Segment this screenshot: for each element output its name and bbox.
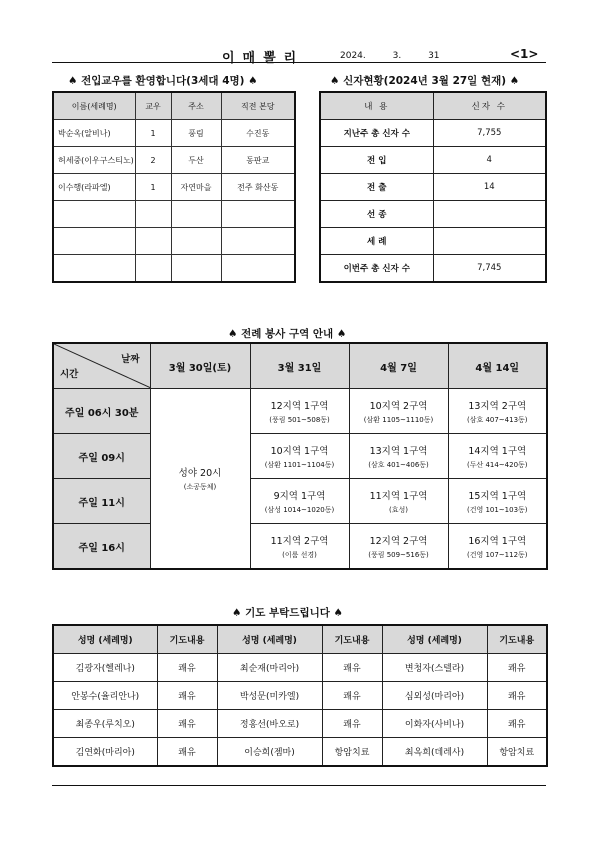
table-row (53, 738, 547, 767)
zone-cell (448, 479, 547, 524)
empty-cell (221, 201, 295, 228)
welcome-address: 풍림 (171, 120, 221, 147)
zone-main: 10지역 1구역 (270, 445, 329, 457)
zone-main: 12지역 2구역 (369, 535, 428, 547)
zone-sub: (삼환 1101~1104동) (264, 460, 335, 469)
stat-label: 전 입 (320, 147, 433, 174)
zone-main: 9지역 1구역 (273, 490, 326, 502)
table-row (53, 120, 295, 147)
zone-sub: (삼성 1014~1020동) (264, 505, 335, 514)
welcome-name: 박순옥(알비나) (53, 120, 135, 147)
zone-main: 12지역 1구역 (270, 400, 329, 412)
zone-cell (349, 434, 448, 479)
service-row (53, 434, 547, 479)
service-header-row (53, 343, 547, 389)
table-row (53, 228, 295, 255)
stat-value: 7,745 (433, 255, 546, 283)
stat-value: 7,755 (433, 120, 546, 147)
welcome-parish: 동판교 (221, 147, 295, 174)
column-header: 성명 (세례명) (217, 625, 322, 654)
zone-main: 13지역 1구역 (369, 445, 428, 457)
prayer-title: ♠ 기도 부탁드립니다 ♠ (232, 607, 343, 619)
zone-sub: (두산 414~420동) (466, 460, 528, 469)
empty-cell (221, 255, 295, 283)
stat-label: 이번주 총 신자 수 (320, 255, 433, 283)
time-label: 주일 06시 30분 (53, 389, 150, 434)
welcome-count: 1 (135, 120, 171, 147)
table-row (320, 201, 546, 228)
prayer-content: 쾌유 (322, 654, 382, 682)
stat-label: 선 종 (320, 201, 433, 228)
zone-cell (250, 524, 349, 570)
zone-sub: (풍림 501~508동) (269, 415, 330, 424)
empty-cell (53, 228, 135, 255)
column-header: 이름(세례명) (53, 92, 135, 120)
zone-cell (448, 434, 547, 479)
zone-cell (250, 389, 349, 434)
zone-main: 13지역 2구역 (468, 400, 527, 412)
table-row (320, 147, 546, 174)
column-header: 주소 (171, 92, 221, 120)
zone-cell (349, 479, 448, 524)
table-row (53, 654, 547, 682)
issue-date: 2024. 3. 31 (340, 51, 440, 61)
empty-cell (135, 201, 171, 228)
saturday-cell (150, 389, 250, 570)
prayer-name: 김연화(마리아) (53, 738, 157, 767)
table-row (320, 120, 546, 147)
newsletter-title: 이매뽈리 (222, 51, 305, 66)
date-header: 3월 30일(토) (150, 343, 250, 389)
table-row (53, 682, 547, 710)
empty-cell (53, 255, 135, 283)
corner-time-label: 시간 (60, 369, 79, 380)
empty-cell (171, 228, 221, 255)
footer-rule (52, 785, 546, 786)
empty-cell (171, 201, 221, 228)
prayer-content: 쾌유 (322, 710, 382, 738)
prayer-name: 안봉수(율리안나) (53, 682, 157, 710)
empty-cell (171, 255, 221, 283)
stat-value: 4 (433, 147, 546, 174)
table-row (53, 201, 295, 228)
stat-value (433, 228, 546, 255)
corner-cell (53, 343, 150, 389)
zone-main: 14지역 1구역 (468, 445, 527, 457)
prayer-content: 쾌유 (322, 682, 382, 710)
prayer-content: 쾌유 (487, 654, 547, 682)
saturday-sub: (소공동체) (183, 483, 217, 491)
welcome-name: 허세중(이우구스티노) (53, 147, 135, 174)
zone-main: 10지역 2구역 (369, 400, 428, 412)
welcome-count: 1 (135, 174, 171, 201)
welcome-table (52, 91, 296, 283)
zone-sub: (건영 101~103동) (466, 505, 528, 514)
zone-cell (448, 389, 547, 434)
empty-cell (135, 228, 171, 255)
welcome-count: 2 (135, 147, 171, 174)
zone-sub: (삼호 407~413동) (466, 415, 528, 424)
zone-sub: (건영 107~112동) (466, 550, 528, 559)
stat-label: 세 례 (320, 228, 433, 255)
table-row (320, 255, 546, 283)
service-row (53, 524, 547, 570)
welcome-address: 자연마을 (171, 174, 221, 201)
service-row (53, 389, 547, 434)
zone-main: 15지역 1구역 (468, 490, 527, 502)
column-header: 직전 본당 (221, 92, 295, 120)
prayer-content: 쾌유 (157, 682, 217, 710)
prayer-content: 쾌유 (157, 654, 217, 682)
table-row (53, 174, 295, 201)
welcome-title: ♠ 전입교우를 환영합니다(3세대 4명) ♠ (68, 75, 258, 87)
column-header: 신자 수 (433, 92, 546, 120)
empty-cell (53, 201, 135, 228)
page-number: <1> (510, 47, 539, 61)
column-header: 교우 (135, 92, 171, 120)
empty-cell (135, 255, 171, 283)
prayer-name: 심외성(마리아) (382, 682, 487, 710)
zone-cell (349, 524, 448, 570)
table-row (320, 174, 546, 201)
prayer-content: 항암치료 (487, 738, 547, 767)
prayer-name: 최종우(루치오) (53, 710, 157, 738)
zone-cell (250, 434, 349, 479)
zone-cell (250, 479, 349, 524)
zone-sub: (이룸 선경) (282, 550, 317, 559)
welcome-parish: 수진동 (221, 120, 295, 147)
date-header: 4월 14일 (448, 343, 547, 389)
welcome-header-row (53, 92, 295, 120)
table-row (53, 255, 295, 283)
believers-title: ♠ 신자현황(2024년 3월 27일 현재) ♠ (330, 75, 520, 87)
prayer-content: 쾌유 (157, 738, 217, 767)
stat-label: 지난주 총 신자 수 (320, 120, 433, 147)
zone-cell (349, 389, 448, 434)
date-header: 4월 7일 (349, 343, 448, 389)
column-header: 기도내용 (322, 625, 382, 654)
column-header: 기도내용 (487, 625, 547, 654)
prayer-content: 쾌유 (157, 710, 217, 738)
service-title: ♠ 전례 봉사 구역 안내 ♠ (228, 328, 347, 340)
welcome-name: 이수행(라파엘) (53, 174, 135, 201)
zone-sub: (삼환 1105~1110동) (363, 415, 434, 424)
stat-value (433, 201, 546, 228)
prayer-content: 항암치료 (322, 738, 382, 767)
table-row (53, 147, 295, 174)
corner-date-label: 날짜 (121, 354, 140, 365)
believers-header-row (320, 92, 546, 120)
prayer-header-row (53, 625, 547, 654)
zone-sub: (풍림 509~516동) (368, 550, 429, 559)
welcome-address: 두산 (171, 147, 221, 174)
prayer-name: 박성문(미카엘) (217, 682, 322, 710)
prayer-name: 최옥희(데레사) (382, 738, 487, 767)
stat-label: 전 출 (320, 174, 433, 201)
zone-main: 11지역 2구역 (270, 535, 329, 547)
column-header: 성명 (세례명) (53, 625, 157, 654)
prayer-name: 변청자(스텔라) (382, 654, 487, 682)
zone-sub: (효성) (389, 505, 408, 514)
zone-main: 11지역 1구역 (369, 490, 428, 502)
zone-sub: (삼호 401~406동) (368, 460, 429, 469)
header-rule (52, 62, 546, 63)
service-table (52, 342, 548, 570)
table-row (53, 710, 547, 738)
service-row (53, 479, 547, 524)
time-label: 주일 16시 (53, 524, 150, 570)
column-header: 성명 (세례명) (382, 625, 487, 654)
prayer-name: 최순재(마리아) (217, 654, 322, 682)
prayer-content: 쾌유 (487, 682, 547, 710)
zone-cell (448, 524, 547, 570)
zone-main: 16지역 1구역 (468, 535, 527, 547)
believers-table (319, 91, 547, 283)
empty-cell (221, 228, 295, 255)
welcome-parish: 전주 화산동 (221, 174, 295, 201)
time-label: 주일 11시 (53, 479, 150, 524)
prayer-content: 쾌유 (487, 710, 547, 738)
column-header: 내 용 (320, 92, 433, 120)
saturday-main: 성야 20시 (178, 468, 222, 479)
prayer-name: 이화자(사비나) (382, 710, 487, 738)
date-header: 3월 31일 (250, 343, 349, 389)
prayer-name: 이승희(젬마) (217, 738, 322, 767)
stat-value: 14 (433, 174, 546, 201)
prayer-table (52, 624, 548, 767)
time-label: 주일 09시 (53, 434, 150, 479)
column-header: 기도내용 (157, 625, 217, 654)
table-row (320, 228, 546, 255)
prayer-name: 정홍선(바오로) (217, 710, 322, 738)
prayer-name: 김광자(헬레나) (53, 654, 157, 682)
